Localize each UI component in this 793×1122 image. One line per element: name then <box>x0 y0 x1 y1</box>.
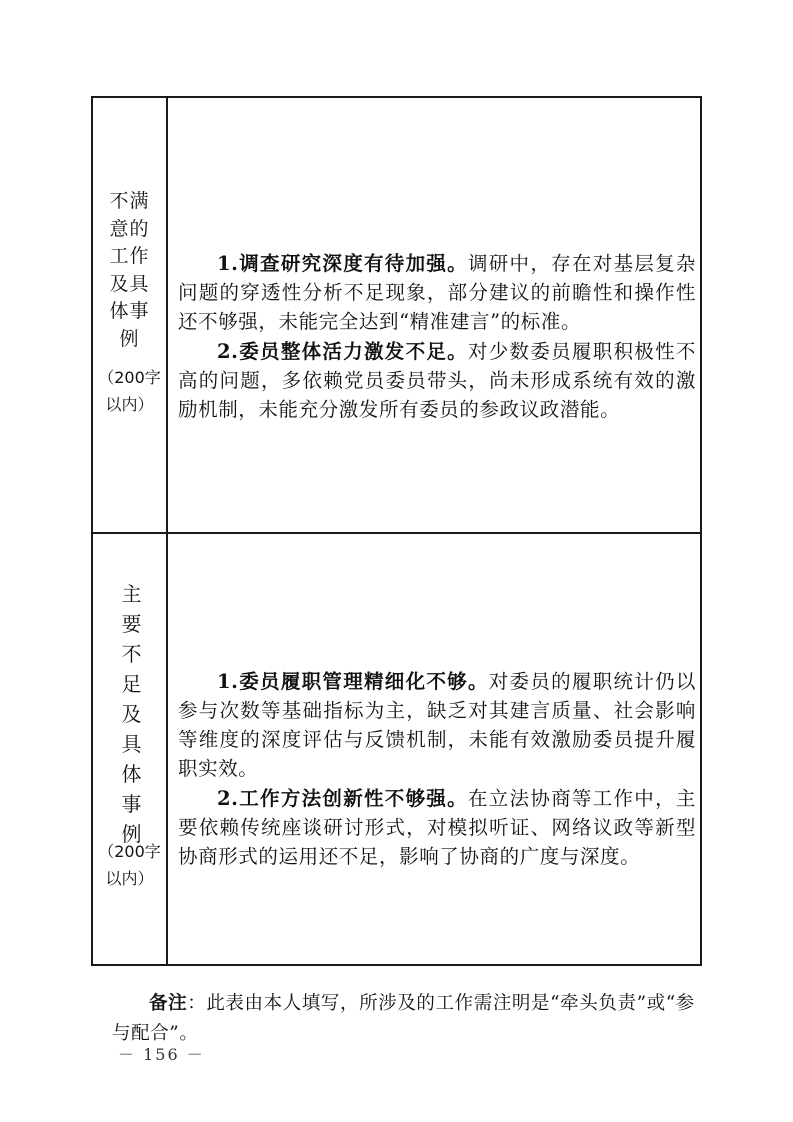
row-label-cell <box>93 98 168 532</box>
paragraph-text: 对少数委员履职积极性不高的问题，多依赖党员委员带头，尚未形成系统有效的激励机制，未能充分激发所有委员的参政议政潜能。 <box>178 339 696 421</box>
form-remark <box>112 989 697 1049</box>
table-row-main-shortcomings <box>93 534 700 964</box>
content-paragraph <box>178 337 696 425</box>
page-number: － 156 － <box>118 1045 205 1064</box>
content-paragraph <box>178 249 696 337</box>
row-label-cell <box>93 534 168 964</box>
evaluation-form-table <box>91 96 702 966</box>
paragraph-heading: 2.委员整体活力激发不足。 <box>217 339 468 363</box>
word-limit-note: （200字以内） <box>98 842 161 888</box>
paragraph-heading: 1.调查研究深度有待加强。 <box>217 251 468 275</box>
paragraph-heading: 2.工作方法创新性不够强。 <box>217 786 468 810</box>
remark-text: 此表由本人填写，所涉及的工作需注明是“牵头负责”或“参与配合”。 <box>112 992 695 1044</box>
word-limit-note: （200字以内） <box>98 368 161 414</box>
row-label: 主要不足及具体事例 <box>121 582 143 846</box>
content-paragraph <box>178 784 696 872</box>
paragraph-text: 对委员的履职统计仍以参与次数等基础指标为主，缺乏对其建言质量、社会影响等维度的深度评估与反馈机制，未能有效激励委员提升履职实效。 <box>178 669 696 781</box>
table-row-dissatisfied-work <box>93 98 700 534</box>
row-content-cell <box>168 98 700 532</box>
paragraph-text: 在立法协商等工作中，主要依赖传统座谈研讨形式，对模拟听证、网络议政等新型协商形式的运用还不足，影响了协商的广度与深度。 <box>178 786 696 868</box>
row-content-cell <box>168 534 700 964</box>
paragraph-heading: 1.委员履职管理精细化不够。 <box>217 669 489 693</box>
paragraph-text: 调研中，存在对基层复杂问题的穿透性分析不足现象，部分建议的前瞻性和操作性还不够强，未能完全达到“精准建言”的标准。 <box>178 251 696 333</box>
remark-label: 备注 <box>149 992 188 1014</box>
row-label: 不满意的工作及具体事例 <box>109 190 150 350</box>
content-paragraph <box>178 667 696 784</box>
remark-separator: ： <box>187 992 207 1014</box>
